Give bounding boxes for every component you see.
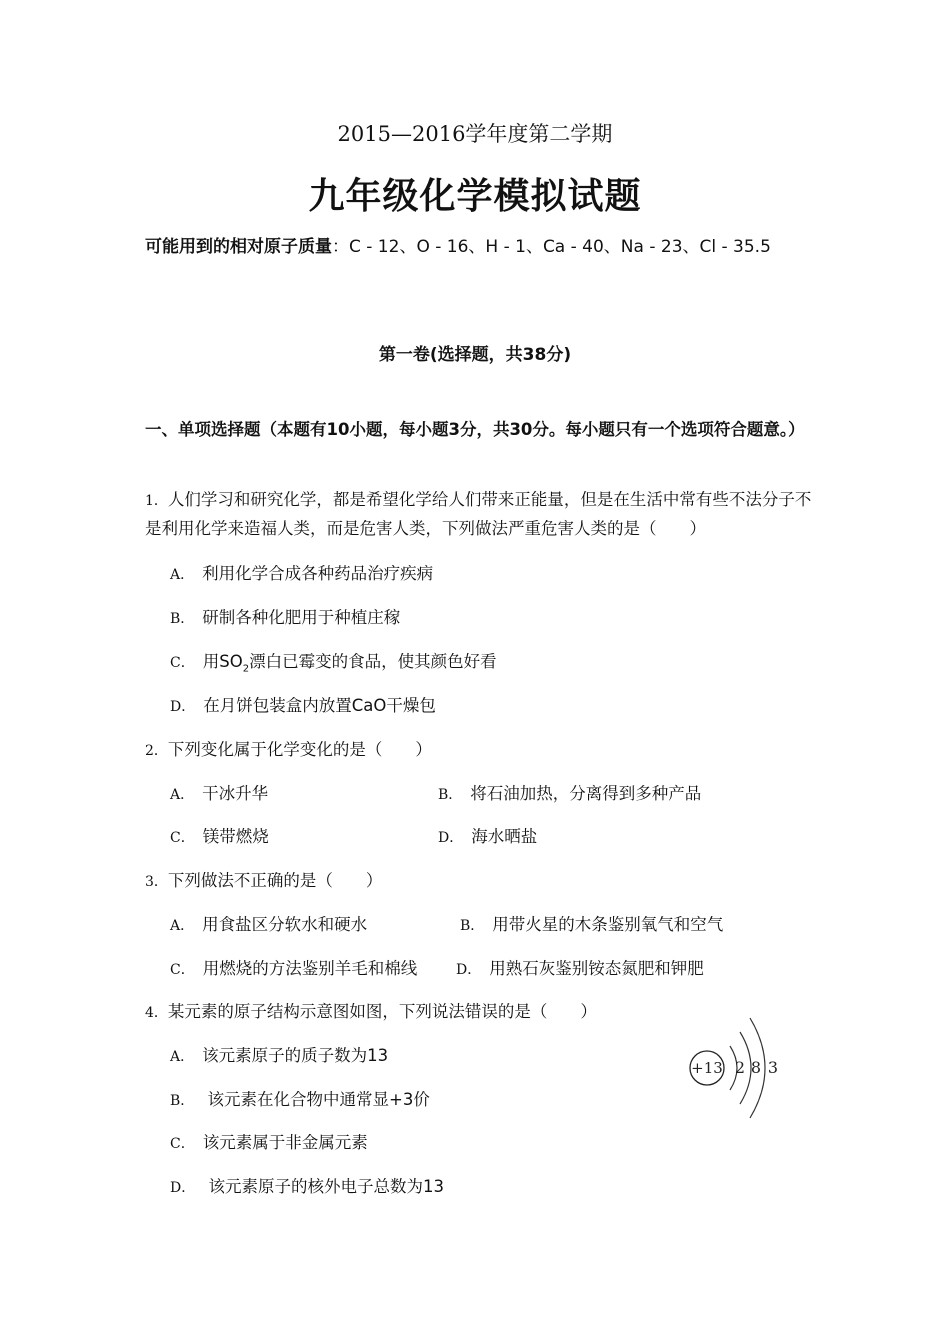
shell-electrons-2: 8 <box>750 1058 762 1077</box>
q4-option-c <box>170 1129 368 1153</box>
exam-title: 九年级化学模拟试题 <box>308 176 642 217</box>
question-3-stem <box>145 867 382 891</box>
q3-option-b <box>460 911 723 935</box>
question-number: 2． <box>145 743 168 759</box>
option-label: D． <box>438 830 464 846</box>
masses-values: ：C - 12、O - 16、H - 1、Ca - 40、Na - 23、Cl - 35.5 <box>332 237 771 257</box>
question-text: 某元素的原子结构示意图如图，下列说法错误的是（ ） <box>167 1002 597 1021</box>
option-label: C． <box>170 830 195 846</box>
q4-option-a <box>170 1042 388 1066</box>
question-number: 3． <box>145 874 168 890</box>
option-label: D． <box>170 699 196 715</box>
option-label: C． <box>170 655 195 671</box>
option-text: 该元素在化合物中通常显+3价 <box>202 1090 430 1109</box>
shell-electrons-3: 3 <box>767 1058 779 1077</box>
q2-option-b <box>438 780 701 804</box>
question-text: 下列做法不正确的是（ ） <box>167 871 383 890</box>
q4-option-b <box>170 1086 430 1110</box>
q1-option-d <box>170 692 436 716</box>
question-number: 1． <box>145 493 168 509</box>
question-text: 人们学习和研究化学，都是希望化学给人们带来正能量，但是在生活中常有些不法分子不是利用化学来造福人类，而是危害人类，下列做法严重危害人类的是（ ） <box>145 490 812 538</box>
option-label: A． <box>170 1049 195 1065</box>
option-text: 该元素原子的核外电子总数为13 <box>203 1177 444 1196</box>
q3-option-a <box>170 911 367 935</box>
question-number: 4． <box>145 1005 168 1021</box>
option-label: B． <box>460 918 485 934</box>
subscript: 2 <box>242 663 250 675</box>
masses-label: 可能用到的相对原子质量 <box>145 237 332 257</box>
option-label: A． <box>170 918 195 934</box>
shell-electrons-1: 2 <box>734 1058 746 1077</box>
q2-option-d <box>438 823 537 847</box>
volume-title: 第一卷(选择题，共38分) <box>378 345 572 365</box>
option-label: A． <box>170 787 195 803</box>
option-text: 研制各种化肥用于种植庄稼 <box>202 608 401 627</box>
atom-structure-diagram <box>682 1002 792 1126</box>
year-line: 2015—2016学年度第二学期 <box>337 122 613 146</box>
option-text: 干冰升华 <box>202 784 269 803</box>
nucleus-charge: +13 <box>691 1059 723 1077</box>
option-label: D． <box>456 962 482 978</box>
option-text: 将石油加热，分离得到多种产品 <box>470 784 702 803</box>
option-label: B． <box>170 611 195 627</box>
option-text: 该元素属于非金属元素 <box>202 1133 368 1152</box>
q3-option-c <box>170 955 417 979</box>
q2-option-c <box>170 823 269 847</box>
q1-option-a <box>170 560 433 584</box>
option-text: 用燃烧的方法鉴别羊毛和棉线 <box>202 959 418 978</box>
question-text: 下列变化属于化学变化的是（ ） <box>167 740 432 759</box>
option-text: 海水晒盐 <box>471 827 538 846</box>
question-4-stem <box>145 998 597 1022</box>
option-text: 在月饼包装盒内放置CaO干燥包 <box>203 696 436 715</box>
q1-option-c <box>170 648 497 674</box>
option-label: D． <box>170 1180 196 1196</box>
option-label: C． <box>170 962 195 978</box>
option-label: C． <box>170 1136 195 1152</box>
q3-option-d <box>456 955 704 979</box>
option-text: 用带火星的木条鉴别氧气和空气 <box>492 915 724 934</box>
section-title: 一、单项选择题（本题有10小题，每小题3分，共30分。每小题只有一个选项符合题意。） <box>145 420 805 439</box>
option-text: 用SO <box>202 652 243 671</box>
option-label: A． <box>170 567 195 583</box>
option-text: 利用化学合成各种药品治疗疾病 <box>202 564 434 583</box>
option-label: B． <box>170 1093 195 1109</box>
option-text: 用食盐区分软水和硬水 <box>202 915 368 934</box>
option-text: 用熟石灰鉴别铵态氮肥和钾肥 <box>489 959 704 978</box>
q4-option-d <box>170 1173 444 1197</box>
atomic-masses <box>145 234 805 260</box>
q1-option-b <box>170 604 400 628</box>
question-2-stem <box>145 736 432 760</box>
option-text: 该元素原子的质子数为13 <box>202 1046 389 1065</box>
question-1-stem <box>145 486 815 543</box>
option-label: B． <box>438 787 463 803</box>
option-text: 漂白已霉变的食品，使其颜色好看 <box>249 652 497 671</box>
option-text: 镁带燃烧 <box>202 827 269 846</box>
q2-option-a <box>170 780 268 804</box>
